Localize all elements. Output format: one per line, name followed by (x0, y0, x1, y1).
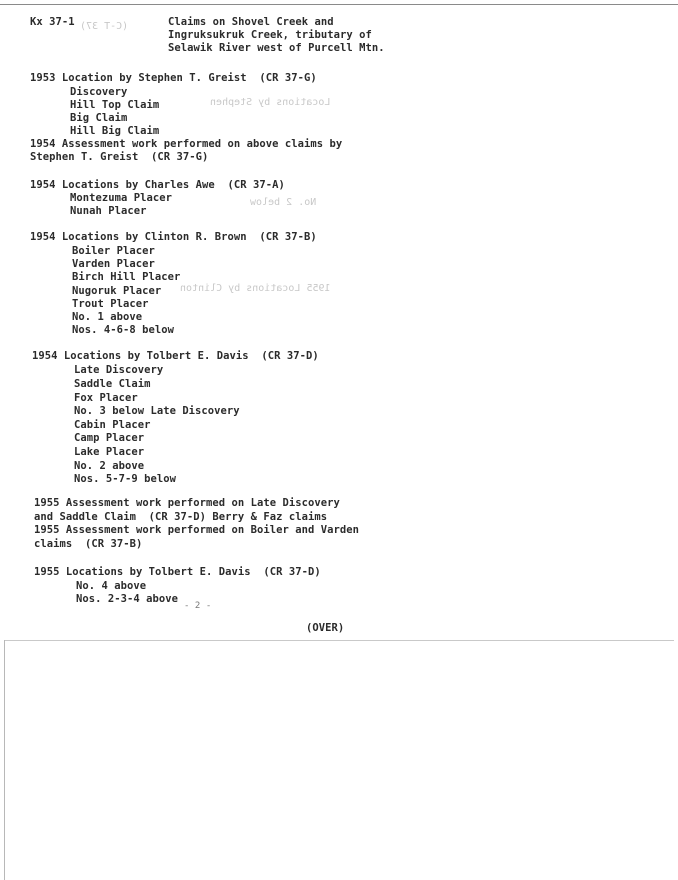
claim-item: Nos. 5-7-9 below (74, 473, 176, 485)
claim-item: Birch Hill Placer (72, 271, 181, 283)
entry-heading-continued: claims (CR 37-B) (34, 538, 143, 550)
document-title-line-2: Ingruksukruk Creek, tributary of (168, 29, 372, 41)
claim-item: Nos. 4-6-8 below (72, 324, 174, 336)
bleed-through: No. 2 below (250, 197, 317, 208)
entry-heading: 1955 Assessment work performed on Boiler and Varden (34, 524, 359, 536)
bleed-through: Locations by Stephen (210, 97, 331, 108)
bleed-through: (C-T 37) (80, 21, 129, 32)
claim-item: Nos. 2-3-4 above (76, 593, 178, 605)
claim-item: Nunah Placer (70, 205, 147, 217)
claim-item: Montezuma Placer (70, 192, 172, 204)
document-title-line-1: Claims on Shovel Creek and (168, 16, 334, 28)
claim-item: Lake Placer (74, 446, 145, 458)
claim-item: Hill Top Claim (70, 99, 160, 111)
entry-heading: 1954 Assessment work performed on above claims by (30, 138, 343, 150)
claim-item: Camp Placer (74, 432, 145, 444)
entry-heading: 1955 Assessment work performed on Late Discovery (34, 497, 340, 509)
document-reference: Kx 37-1 (30, 16, 75, 28)
claim-item: Big Claim (70, 112, 128, 124)
claim-item: Boiler Placer (72, 245, 155, 257)
claim-item: No. 3 below Late Discovery (74, 405, 240, 417)
entry-heading: 1954 Locations by Clinton R. Brown (CR 37-B) (30, 231, 317, 243)
entry-heading: 1954 Locations by Charles Awe (CR 37-A) (30, 179, 285, 191)
claim-item: No. 2 above (74, 460, 145, 472)
claim-item: Discovery (70, 86, 128, 98)
entry-heading-continued: Stephen T. Greist (CR 37-G) (30, 151, 209, 163)
claim-item: Nugoruk Placer (72, 285, 162, 297)
claim-item: No. 4 above (76, 580, 147, 592)
entry-heading-continued: and Saddle Claim (CR 37-D) Berry & Faz claims (34, 511, 328, 523)
claim-item: Hill Big Claim (70, 125, 160, 137)
claim-item: Saddle Claim (74, 378, 151, 390)
claim-item: No. 1 above (72, 311, 143, 323)
document-title-line-3: Selawik River west of Purcell Mtn. (168, 42, 385, 54)
page-number: - 2 - (184, 601, 212, 611)
left-edge-rule (4, 640, 5, 880)
claim-item: Trout Placer (72, 298, 149, 310)
entry-heading: 1955 Locations by Tolbert E. Davis (CR 37-D) (34, 566, 321, 578)
claim-item: Cabin Placer (74, 419, 151, 431)
bleed-through: 1955 Locations by Clinton (180, 283, 331, 294)
top-rule (0, 4, 678, 5)
entry-heading: 1953 Location by Stephen T. Greist (CR 37-G) (30, 72, 317, 84)
claim-item: Varden Placer (72, 258, 155, 270)
claim-item: Late Discovery (74, 364, 164, 376)
page-fold-rule (4, 640, 674, 641)
claim-item: Fox Placer (74, 392, 138, 404)
entry-heading: 1954 Locations by Tolbert E. Davis (CR 37-D) (32, 350, 319, 362)
over-note: (OVER) (306, 622, 345, 634)
